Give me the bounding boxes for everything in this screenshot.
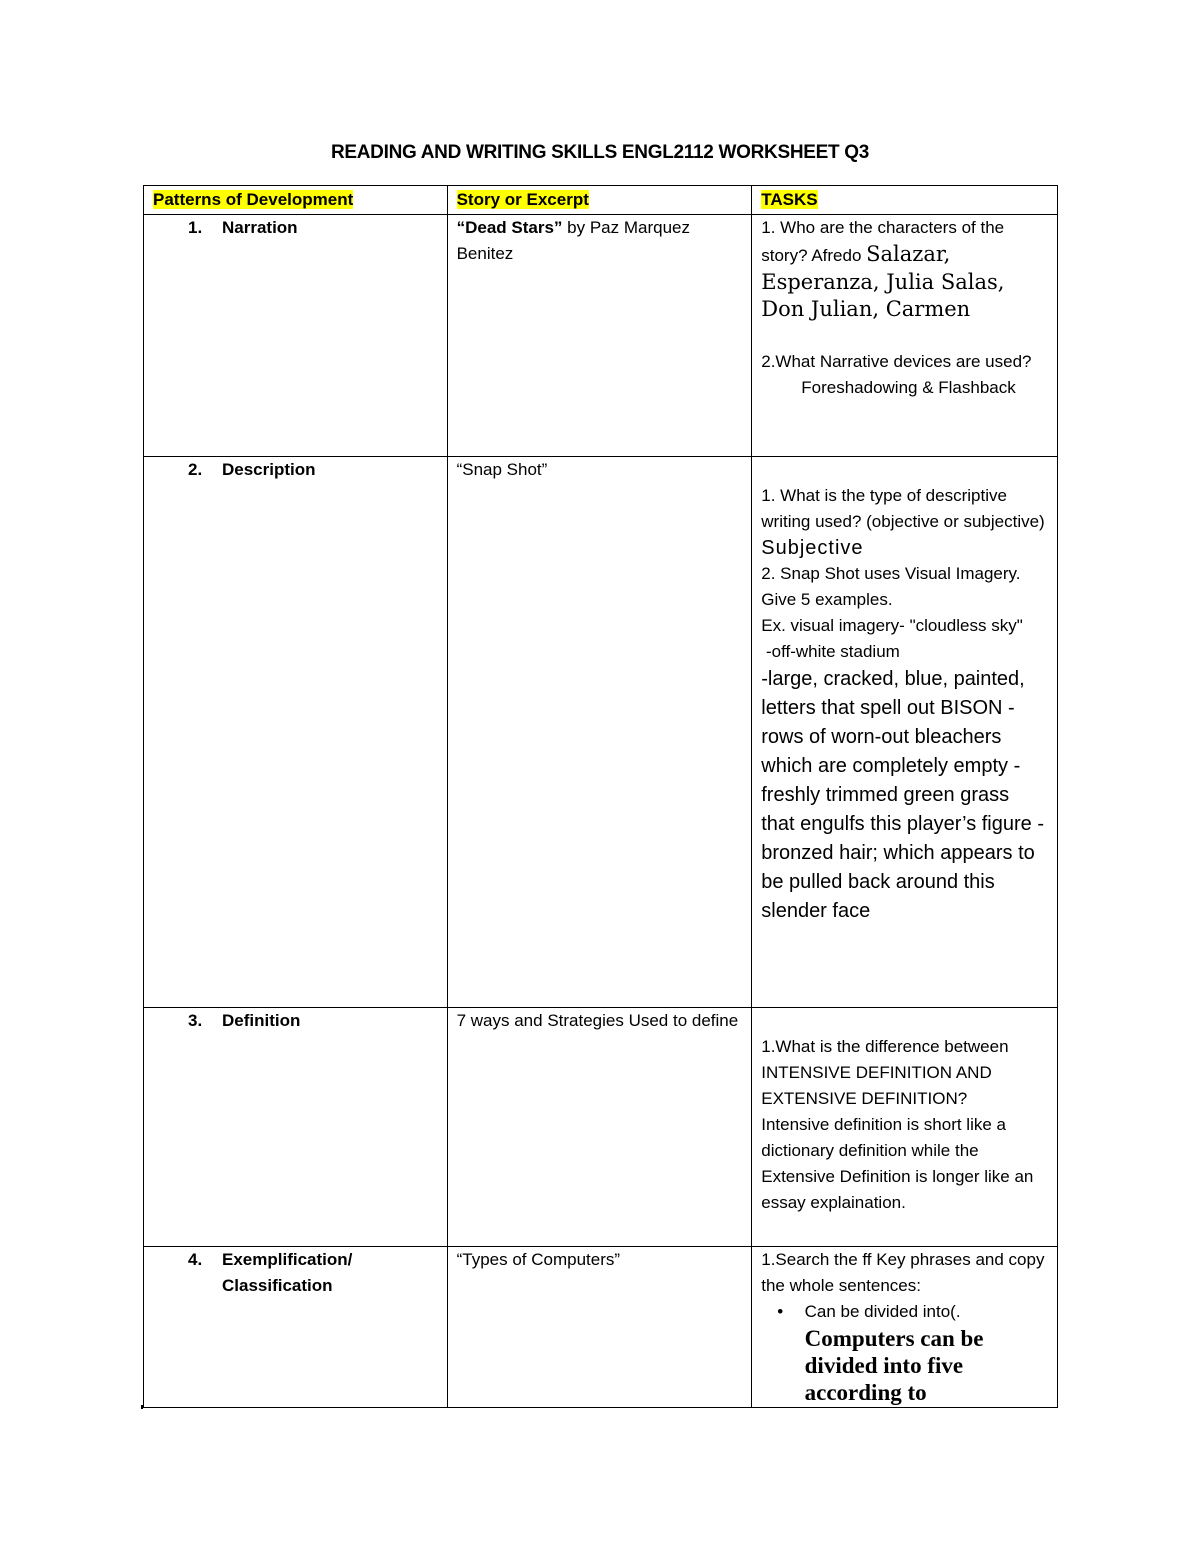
header-tasks	[752, 186, 1058, 215]
task-cell	[752, 1008, 1058, 1247]
story-title: “Snap Shot”	[456, 460, 548, 479]
task-cell	[752, 215, 1058, 457]
story-title: “Types of Computers”	[456, 1250, 621, 1269]
task-answer-1b: Esperanza, Julia Salas, Don Julian, Carmen	[761, 270, 1005, 321]
task-question-2: 2.What Narrative devices are used?	[761, 352, 1032, 371]
task-item-1: -off-white stadium	[761, 642, 900, 661]
header-patterns-label: Patterns of Development	[153, 190, 354, 209]
task-cell	[752, 1247, 1058, 1408]
story-title: 7 ways and Strategies Used to define	[456, 1011, 739, 1030]
task-example: Ex. visual imagery- "cloudless sky"	[761, 616, 1023, 635]
pattern-label: Description	[222, 460, 316, 479]
worksheet-table	[143, 185, 1058, 1408]
pattern-cell	[144, 1247, 448, 1408]
pattern-description	[153, 457, 438, 483]
pattern-label-2: Classification	[222, 1276, 333, 1295]
task-question-1: 1.Search the ff Key phrases and copy the whole sentences:	[761, 1250, 1045, 1295]
pattern-definition	[153, 1008, 438, 1034]
bullet-answer: Computers can be divided into five according to	[804, 1326, 984, 1405]
pattern-cell	[144, 215, 448, 457]
task-question-1: 1. Who are the characters of the story? Afredo Salazar,	[761, 218, 1005, 266]
pattern-cell	[144, 457, 448, 1008]
task-answer-1: Subjective	[761, 537, 864, 559]
pattern-exemplification	[153, 1247, 438, 1299]
pattern-number: 1.	[188, 218, 203, 237]
bullet-icon: •	[777, 1302, 784, 1321]
task-question-2: 2. Snap Shot uses Visual Imagery. Give 5 examples.	[761, 564, 1021, 609]
pattern-label: Definition	[222, 1011, 301, 1030]
task-answer-1a: Salazar,	[866, 242, 951, 266]
header-story-label: Story or Excerpt	[456, 190, 589, 209]
task-question-1: 1. What is the type of descriptive writing used? (objective or subjective)	[761, 486, 1045, 531]
story-title: “Dead Stars”	[456, 218, 563, 237]
pattern-cell	[144, 1008, 448, 1247]
page-edge-mark	[141, 1405, 143, 1409]
bullet-item	[761, 1299, 1048, 1406]
pattern-number: 3.	[188, 1011, 203, 1030]
bullet-label: Can be divided into(.	[804, 1302, 961, 1321]
header-row	[144, 186, 1058, 215]
task-cell	[752, 457, 1058, 1008]
table-row	[144, 1008, 1058, 1247]
pattern-number: 2.	[188, 460, 203, 479]
page-title: READING AND WRITING SKILLS ENGL2112 WORKSHEET Q3	[330, 142, 870, 163]
task-question-1: 1.What is the difference between INTENSIVE DEFINITION AND EXTENSIVE DEFINITION?	[761, 1037, 1009, 1108]
story-author: by Paz Marquez Benitez	[456, 218, 690, 263]
story-cell	[447, 457, 752, 1008]
pattern-number: 4.	[188, 1250, 203, 1269]
table-row	[144, 215, 1058, 457]
pattern-narration	[153, 215, 438, 241]
table-row	[144, 457, 1058, 1008]
header-tasks-label: TASKS	[761, 190, 818, 209]
task-answer-2: Foreshadowing & Flashback	[801, 378, 1016, 397]
story-cell	[447, 1008, 752, 1247]
task-answer-1: Intensive definition is short like a dictionary definition while the Extensive Definition is longer like an essay explaination.	[761, 1115, 1034, 1212]
story-cell	[447, 1247, 752, 1408]
task-items: -large, cracked, blue, painted, letters that spell out BISON -rows of worn-out bleachers which are completely empty -freshly trimmed green grass that engulfs this player’s figure -bronzed hair; which appears to be pulled back around this slender face	[761, 668, 1044, 922]
story-cell	[447, 215, 752, 457]
table-row	[144, 1247, 1058, 1408]
pattern-label: Exemplification/	[222, 1250, 353, 1269]
header-patterns	[144, 186, 448, 215]
header-story	[447, 186, 752, 215]
pattern-label: Narration	[222, 218, 298, 237]
